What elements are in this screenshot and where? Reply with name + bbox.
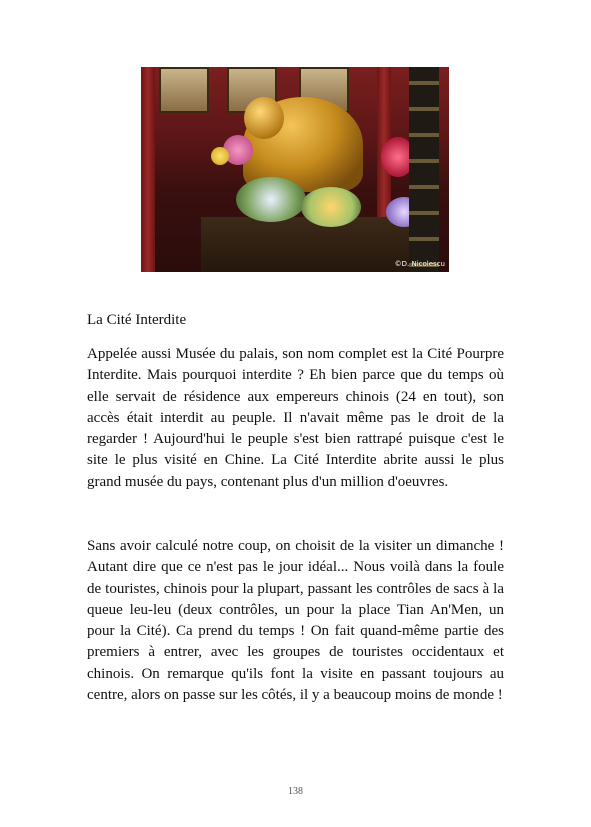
photo-flowers xyxy=(301,187,361,227)
photo-buddha-head xyxy=(244,97,284,139)
body-paragraph: Appelée aussi Musée du palais, son nom complet est la Cité Pourpre Interdite. Mais pourquoi interdite ? Eh bien parce que du temps où elle servait de résidence aux empereurs chinois (24 en tout), son accès était interdit au peuple. Il n'avait même pas le droit de la regarder ! Aujourd'hui le peuple s'est bien rattrapé puisque c'est le site le plus visité en Chine. La Cité Interdite abrite aussi le plus grand musée du pays, contenant plus d'un million d'oeuvres. xyxy=(87,346,504,490)
photo-pagoda-tower xyxy=(409,67,439,272)
photo-altar-table xyxy=(201,217,409,272)
photo-flowers xyxy=(211,147,229,165)
photo-flowers xyxy=(236,177,306,222)
photo-painting-panel xyxy=(159,67,209,113)
body-paragraph: Sans avoir calculé notre coup, on choisit de la visiter un dimanche ! Autant dire que ce n'est pas le jour idéal... Nous voilà dans la foule de touristes, chinois pour la plupart, passant les contrôles de sacs à la queue leu-leu (deux contrôles, un pour la place Tian An'Men, un pour la Cité). Ca prend du temps ! On fait quand-même partie des premiers à entrer, avec les groupes de touristes occidentaux et chinois. On remarque qu'ils font la visite en passant toujours au centre, alors on passe sur les côtés, il y a beaucoup moins de monde ! xyxy=(87,538,504,704)
photo-credit: ©D. Nicolescu xyxy=(394,260,445,268)
photo-pillar xyxy=(141,67,155,272)
page-number: 138 xyxy=(288,786,303,797)
section-heading: La Cité Interdite xyxy=(87,312,187,328)
buddha-altar-photo xyxy=(141,67,449,272)
